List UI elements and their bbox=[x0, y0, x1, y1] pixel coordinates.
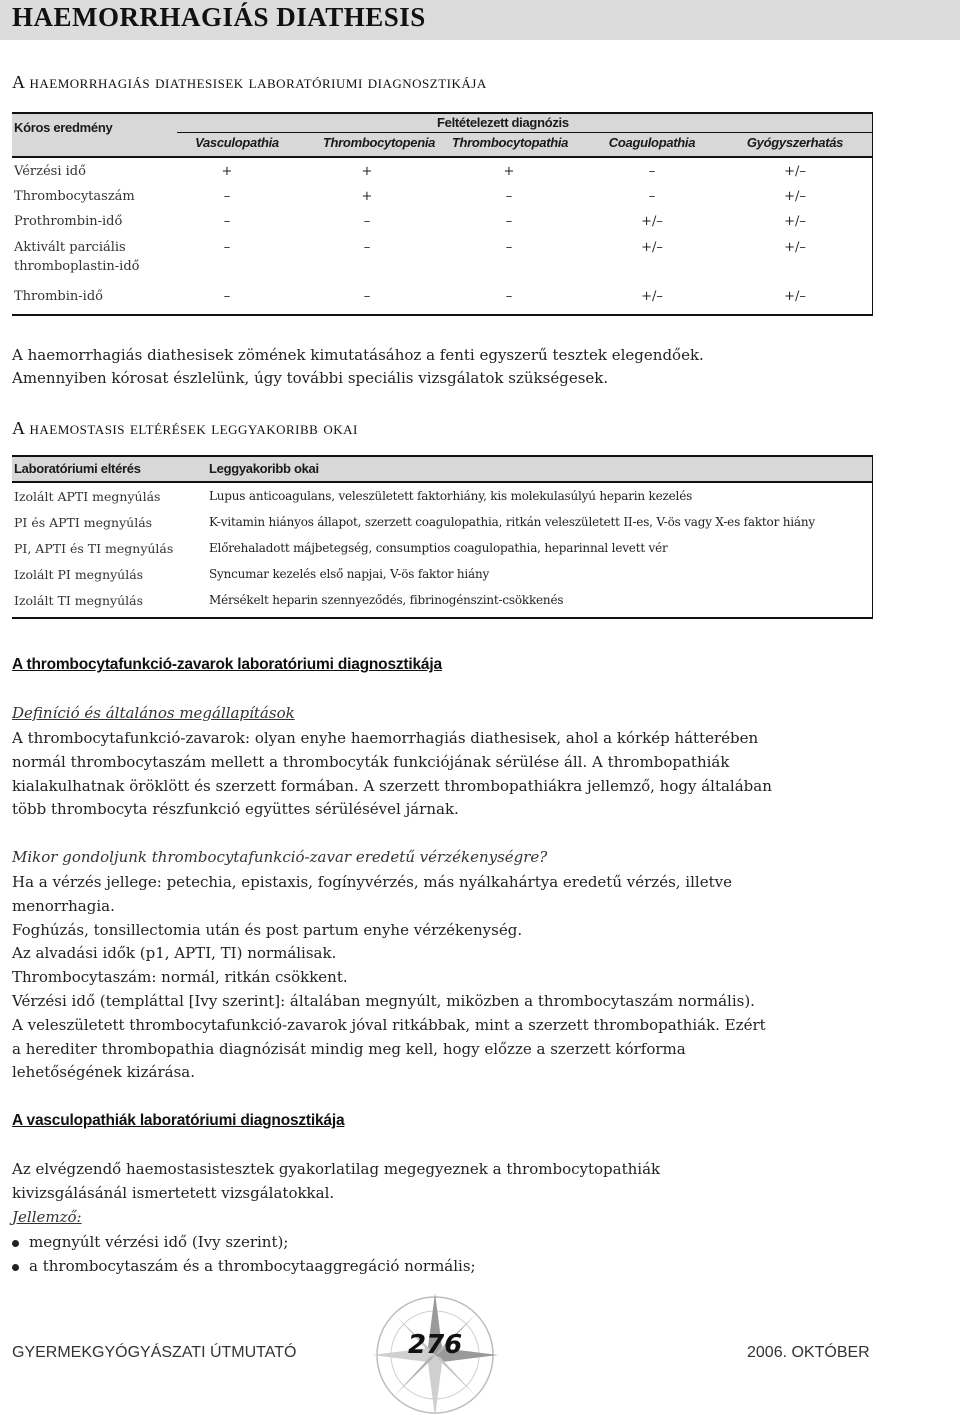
list-item-text: a thrombocytaszám és a thrombocytaaggregáció normális; bbox=[29, 1257, 476, 1275]
causes-table-header bbox=[12, 457, 872, 483]
table-cell: PI és APTI megnyúlás bbox=[14, 515, 153, 530]
page-banner bbox=[0, 0, 960, 40]
table-corner-label: Kóros eredmény bbox=[14, 120, 113, 135]
paragraph-line: menorrhagia. bbox=[12, 896, 115, 915]
paragraph-line: Az alvadási idők (p1, APTI, TI) normálisak. bbox=[12, 944, 337, 963]
section-title-haemostasis-causes: A haemostasis eltérések leggyakoribb okai bbox=[12, 418, 358, 438]
paragraph-line: kivizsgálásánál ismertetett vizsgálatokkal. bbox=[12, 1183, 335, 1202]
paragraph-line: normál thrombocytaszám mellett a thrombocyták funkciójának sérülése áll. A thrombopathiák bbox=[12, 752, 730, 771]
table-cell: + bbox=[361, 189, 373, 204]
row-label: Prothrombin-idő bbox=[14, 214, 123, 229]
column-header: Laboratóriumi eltérés bbox=[14, 461, 141, 476]
table-cell: K-vitamin hiányos állapot, szerzett coagulopathia, ritkán veleszületett II-es, V-ös vagy X-es faktor hiány bbox=[209, 515, 815, 529]
table-cell: – bbox=[505, 240, 513, 255]
paragraph-line: Thrombocytaszám: normál, ritkán csökkent. bbox=[12, 968, 348, 987]
table-cell: – bbox=[363, 240, 371, 255]
paragraph-line: a herediter thrombopathia diagnózisát mindig meg kell, hogy előzze a szerzett kórforma bbox=[12, 1039, 686, 1058]
paragraph-line: Vérzési idő (templáttal [Ivy szerint]: általában megnyúlt, miközben a thrombocytaszám normális). bbox=[12, 991, 755, 1010]
paragraph-line: Amennyiben kórosat észlelünk, úgy további speciális vizsgálatok szükségesek. bbox=[12, 368, 609, 387]
bullet-icon bbox=[12, 1264, 19, 1271]
bullet-icon bbox=[12, 1240, 19, 1247]
table-cell: + bbox=[221, 164, 233, 179]
subheading-characteristic: Jellemző: bbox=[12, 1208, 82, 1226]
table-cell: +/– bbox=[784, 189, 806, 204]
paragraph-line: A haemorrhagiás diathesisek zömének kimutatásához a fenti egyszerű tesztek elegendőek. bbox=[12, 346, 704, 364]
causes-table bbox=[12, 455, 873, 619]
table-cell: – bbox=[505, 214, 513, 229]
characteristic-list bbox=[12, 1230, 476, 1278]
paragraph-line: több thrombocyta részfunkció együttes sérülésével járnak. bbox=[12, 800, 459, 819]
section-title-lab-diagnostics: A haemorrhagiás diathesisek laboratóriumi diagnosztikája bbox=[12, 72, 487, 92]
table-row bbox=[12, 589, 872, 615]
table-cell: +/– bbox=[641, 289, 663, 304]
subheading-when-to-suspect: Mikor gondoljunk thrombocytafunkció-zavar eredetű vérzékenységre? bbox=[12, 848, 548, 866]
table-cell: – bbox=[648, 164, 656, 179]
paragraph-line: A thrombocytafunkció-zavarok: olyan enyhe haemorrhagiás diathesisek, ahol a kórkép hátterében bbox=[12, 729, 759, 747]
paragraph-line: lehetőségének kizárása. bbox=[12, 1063, 195, 1082]
table-cell: – bbox=[505, 189, 513, 204]
row-label bbox=[14, 238, 139, 276]
row-label: Thrombin-idő bbox=[14, 289, 103, 304]
table-cell: – bbox=[505, 289, 513, 304]
table-cell: Izolált APTI megnyúlás bbox=[14, 489, 161, 504]
table-cell: Izolált PI megnyúlás bbox=[14, 567, 144, 582]
table-cell: Előrehaladott májbetegség, consumptios coagulopathia, heparinnal levett vér bbox=[209, 541, 668, 555]
list-item bbox=[12, 1230, 476, 1254]
table-cell: – bbox=[223, 189, 231, 204]
table-cell: – bbox=[363, 214, 371, 229]
table-cell: PI, APTI és TI megnyúlás bbox=[14, 541, 174, 556]
table-cell: +/– bbox=[641, 214, 663, 229]
column-header: Thrombocytopenia bbox=[322, 135, 436, 150]
table-cell: – bbox=[648, 189, 656, 204]
column-header: Vasculopathia bbox=[195, 135, 279, 150]
table-group-header: Feltételezett diagnózis bbox=[437, 115, 569, 130]
table-cell: Lupus anticoagulans, veleszületett faktorhiány, kis molekulasúlyú heparin kezelés bbox=[209, 489, 693, 503]
table-cell: Syncumar kezelés első napjai, V-ös faktor hiány bbox=[209, 567, 490, 581]
table-cell: Mérsékelt heparin szennyeződés, fibrinogénszint-csökkenés bbox=[209, 593, 564, 607]
table-cell: +/– bbox=[641, 240, 663, 255]
table-row bbox=[12, 511, 872, 537]
table-cell: +/– bbox=[784, 289, 806, 304]
table-cell: +/– bbox=[784, 164, 806, 179]
subheading-definition: Definíció és általános megállapítások bbox=[12, 704, 295, 722]
column-header: Leggyakoribb okai bbox=[209, 461, 319, 476]
footer-publication-title: GYERMEKGYÓGYÁSZATI ÚTMUTATÓ bbox=[12, 1344, 297, 1361]
row-label: Vérzési idő bbox=[14, 164, 86, 179]
table-cell: +/– bbox=[784, 214, 806, 229]
column-header: Gyógyszerhatás bbox=[746, 135, 844, 150]
table-cell: – bbox=[363, 289, 371, 304]
table-cell: + bbox=[503, 164, 515, 179]
diagnosis-table bbox=[12, 112, 873, 316]
intro-paragraph bbox=[12, 344, 704, 389]
column-header: Thrombocytopathia bbox=[451, 135, 569, 150]
list-item bbox=[12, 1254, 476, 1278]
table-row bbox=[12, 537, 872, 563]
heading-vasculopathy: A vasculopathiák laboratóriumi diagnosztikája bbox=[12, 1112, 345, 1129]
paragraph-line: kialakulhatnak öröklött és szerzett formában. A szerzett thrombopathiákra jellemző, hogy általában bbox=[12, 776, 772, 795]
table-row bbox=[12, 485, 872, 511]
footer-date: 2006. OKTÓBER bbox=[747, 1344, 870, 1361]
table-cell: Izolált TI megnyúlás bbox=[14, 593, 144, 608]
row-label: Thrombocytaszám bbox=[14, 189, 135, 204]
table-cell: + bbox=[361, 164, 373, 179]
vasculopathy-paragraph bbox=[12, 1158, 872, 1206]
table-cell: – bbox=[223, 240, 231, 255]
paragraph-line: Foghúzás, tonsillectomia után és post partum enyhe vérzékenység. bbox=[12, 920, 523, 939]
paragraph-line: Ha a vérzés jellege: petechia, epistaxis, fogínyvérzés, más nyálkahártya eredetű vérzés, illetve bbox=[12, 873, 732, 891]
heading-thrombocyte-function: A thrombocytafunkció-zavarok laboratóriumi diagnosztikája bbox=[12, 656, 442, 673]
list-item-text: megnyúlt vérzési idő (Ivy szerint); bbox=[29, 1233, 289, 1251]
table-cell: – bbox=[223, 289, 231, 304]
paragraph-line: Az elvégzendő haemostasistesztek gyakorlatilag megegyeznek a thrombocytopathiák bbox=[12, 1160, 661, 1178]
column-header: Coagulopathia bbox=[608, 135, 696, 150]
page-title: HAEMORRHAGIÁS DIATHESIS bbox=[12, 2, 426, 32]
page-number: 276 bbox=[408, 1330, 463, 1360]
diagnosis-table-header bbox=[12, 114, 872, 158]
table-row bbox=[12, 563, 872, 589]
suspicion-paragraph bbox=[12, 871, 872, 1085]
table-cell: – bbox=[223, 214, 231, 229]
paragraph-line: A veleszületett thrombocytafunkció-zavarok jóval ritkábbak, mint a szerzett thrombopathiák. Ezért bbox=[12, 1015, 766, 1034]
row-label-line: thromboplastin-idő bbox=[14, 259, 140, 274]
definition-paragraph bbox=[12, 727, 872, 822]
row-label-line: Aktivált parciális bbox=[14, 240, 126, 255]
group-header-rule bbox=[177, 132, 872, 133]
table-cell: +/– bbox=[784, 240, 806, 255]
